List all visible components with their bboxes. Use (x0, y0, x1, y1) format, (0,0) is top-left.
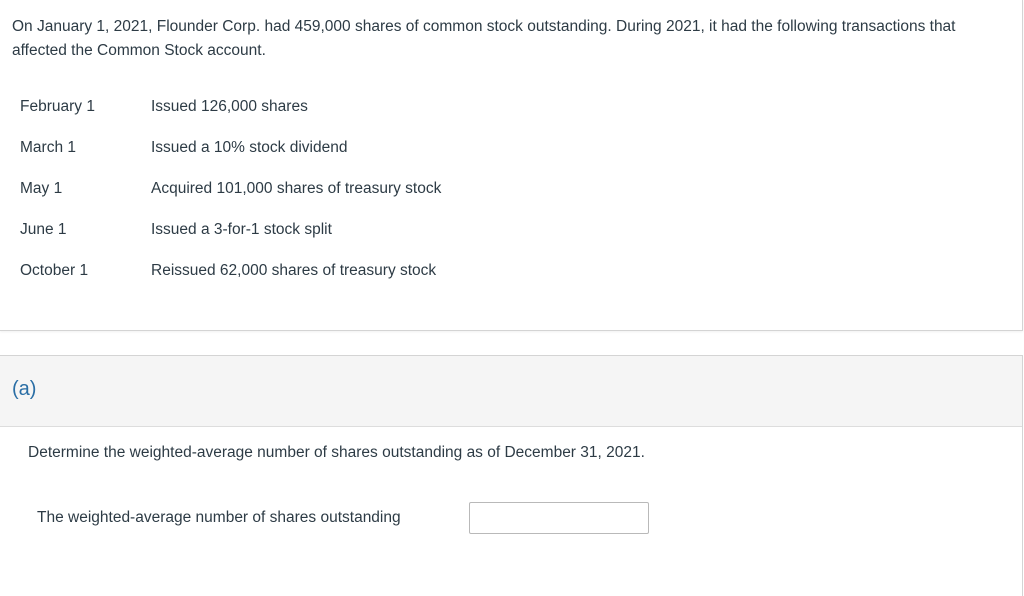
table-row (20, 217, 441, 258)
transaction-description: Issued a 3-for-1 stock split (151, 221, 332, 238)
table-row (20, 135, 441, 176)
transaction-date: February 1 (20, 98, 95, 115)
table-row (20, 258, 441, 299)
transaction-description: Reissued 62,000 shares of treasury stock (151, 262, 437, 279)
answer-label: The weighted-average number of shares outstanding (37, 509, 401, 526)
transaction-description: Issued 126,000 shares (151, 98, 308, 115)
transaction-description: Acquired 101,000 shares of treasury stock (151, 180, 442, 197)
part-header (0, 356, 1022, 427)
part-a-card (0, 355, 1023, 596)
transaction-date: October 1 (20, 262, 89, 279)
weighted-average-shares-input[interactable] (469, 502, 649, 534)
transaction-description: Issued a 10% stock dividend (151, 139, 348, 156)
transaction-date: March 1 (20, 139, 76, 156)
transaction-date: May 1 (20, 180, 63, 197)
table-row (20, 94, 441, 135)
transactions-table (20, 94, 441, 299)
transaction-date: June 1 (20, 221, 67, 238)
table-row (20, 176, 441, 217)
part-label: (a) (12, 378, 37, 400)
problem-intro-text: On January 1, 2021, Flounder Corp. had 459,000 shares of common stock outstanding. During 2021, it had the following transactions that affected the Common Stock account. (12, 18, 956, 59)
question-text: Determine the weighted-average number of shares outstanding as of December 31, 2021. (28, 444, 645, 461)
